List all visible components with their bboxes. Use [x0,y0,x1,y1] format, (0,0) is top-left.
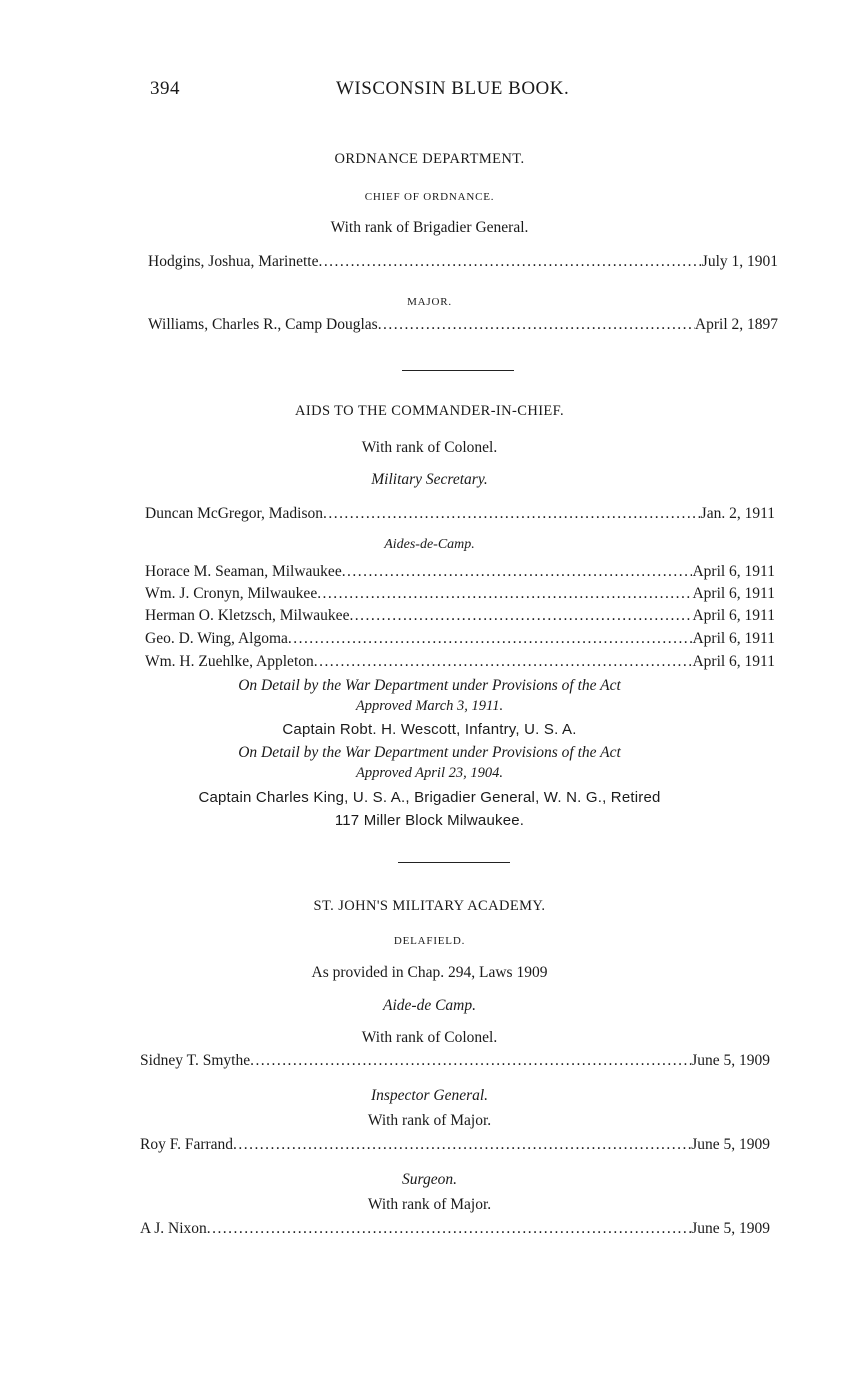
surgeon-entry [140,1220,770,1238]
dot-leader [318,253,701,271]
entry-name: Wm. H. Zuehlke, Appleton [145,653,314,670]
entry-name: Williams, Charles R., Camp Douglas [148,316,378,333]
surgeon-rank: With rank of Major. [367,1196,492,1213]
entry-date: April 2, 1897 [694,316,778,333]
entry-date: April 6, 1911 [692,585,775,602]
dot-leader [342,563,693,581]
dot-leader [314,653,693,671]
detail-address-2: 117 Miller Block Milwaukee. [334,812,525,829]
aide-de-camp-rank: With rank of Colonel. [361,1029,498,1046]
major-heading: MAJOR. [407,296,452,308]
detail-approval-2: Approved April 23, 1904. [355,765,503,781]
aids-rank: With rank of Colonel. [361,439,498,456]
ordnance-section-title: ORDNANCE DEPARTMENT. [334,151,525,167]
dot-leader [317,585,692,603]
page-number: 394 [150,78,180,99]
inspector-general-rank: With rank of Major. [367,1112,492,1129]
dot-leader [288,630,693,648]
entry-date: April 6, 1911 [692,653,775,670]
aide-entry [145,607,775,625]
entry-name: Herman O. Kletzsch, Milwaukee [145,607,350,624]
inspector-general-entry [140,1136,770,1154]
major-entry [148,316,778,334]
entry-date: July 1, 1901 [701,253,778,270]
book-title: WISCONSIN BLUE BOOK. [336,78,570,99]
dot-leader [378,316,695,334]
entry-name: Duncan McGregor, Madison [145,505,324,522]
entry-name: Hodgins, Joshua, Marinette [148,253,319,270]
ordnance-rank: With rank of Brigadier General. [330,219,529,236]
military-secretary-entry [145,505,775,523]
entry-date: June 5, 1909 [691,1136,770,1153]
entry-name: A J. Nixon [140,1220,207,1237]
aide-de-camp-heading: Aide-de Camp. [383,997,476,1014]
entry-date: June 5, 1909 [691,1052,770,1069]
entry-date: April 6, 1911 [692,630,775,647]
aids-section-title: AIDS TO THE COMMANDER-IN-CHIEF. [294,403,565,419]
dot-leader [233,1136,691,1154]
dot-leader [323,505,701,523]
chief-of-ordnance-entry [148,253,778,271]
entry-name: Roy F. Farrand [140,1136,234,1153]
entry-date: April 6, 1911 [692,607,775,624]
academy-provision: As provided in Chap. 294, Laws 1909 [311,964,548,981]
dot-leader [349,607,692,625]
entry-name: Sidney T. Smythe [140,1052,251,1069]
detail-officer-1: Captain Robt. H. Wescott, Infantry, U. S. A. [282,721,577,738]
aide-entry [145,585,775,603]
detail-officer-2: Captain Charles King, U. S. A., Brigadier General, W. N. G., Retired [198,789,661,806]
entry-name: Wm. J. Cronyn, Milwaukee [145,585,318,602]
entry-name: Horace M. Seaman, Milwaukee [145,563,342,580]
entry-date: June 5, 1909 [691,1220,770,1237]
detail-note-1: On Detail by the War Department under Provisions of the Act [238,677,621,694]
aides-de-camp-heading: Aides-de-Camp. [384,537,475,552]
entry-date: April 6, 1911 [692,563,775,580]
aide-entry [145,653,775,671]
military-secretary-heading: Military Secretary. [371,471,488,488]
section-divider [402,370,514,371]
entry-name: Geo. D. Wing, Algoma [145,630,288,647]
surgeon-heading: Surgeon. [402,1171,457,1188]
dot-leader [207,1220,691,1238]
inspector-general-heading: Inspector General. [370,1087,489,1104]
entry-date: Jan. 2, 1911 [700,505,775,522]
detail-approval-1: Approved March 3, 1911. [355,698,504,714]
aide-entry [145,630,775,648]
section-divider [398,862,510,863]
aide-entry [145,563,775,581]
academy-section-title: ST. JOHN'S MILITARY ACADEMY. [313,898,546,914]
aide-de-camp-entry [140,1052,770,1070]
academy-location: DELAFIELD. [393,935,466,947]
chief-of-ordnance-heading: CHIEF OF ORDNANCE. [364,191,495,203]
dot-leader [250,1052,691,1070]
detail-note-2: On Detail by the War Department under Provisions of the Act [238,744,621,761]
